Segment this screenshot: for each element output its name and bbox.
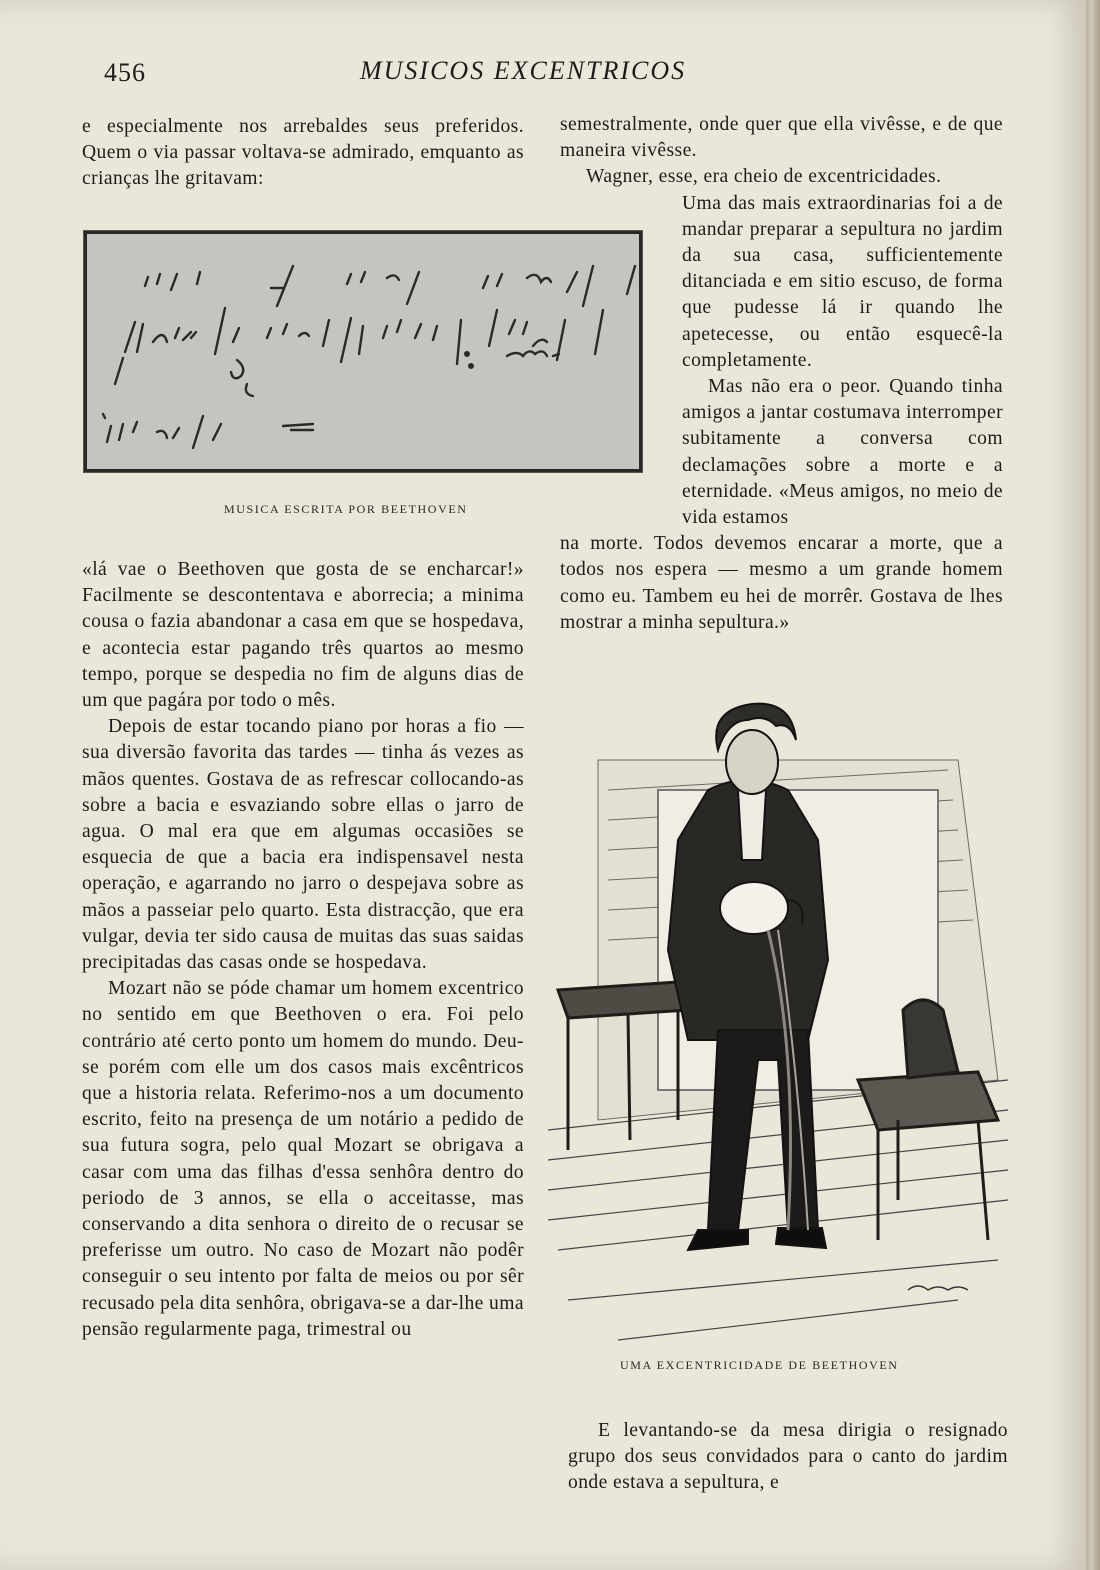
paragraph: Wagner, esse, era cheio de excentricidades. bbox=[586, 166, 942, 188]
beethoven-manuscript-figure bbox=[84, 231, 642, 472]
running-title: MUSICOS EXCENTRICOS bbox=[360, 56, 687, 85]
paragraph: na morte. Todos devemos encarar a morte, que a todos nos espera — mesmo a um grande homem como eu. Tambem eu hei de morrêr. Gostava de lhes mostrar a minha sepultura.» bbox=[560, 533, 1003, 633]
paragraph: Uma das mais extraordinarias foi a de mandar preparar a sepultura no jardim da sua casa, sufficientemente ditanciada e em sitio escuso, de forma que pudesse lá ir quando lhe apetecesse, ou então esquecê-la completamente. bbox=[682, 192, 1003, 371]
beethoven-illustration bbox=[538, 700, 1026, 1348]
left-column-top bbox=[82, 114, 524, 193]
page-edge bbox=[1086, 0, 1100, 1570]
left-column-body bbox=[82, 557, 524, 1343]
engraving-image bbox=[538, 700, 1026, 1348]
paragraph: e especialmente nos arrebaldes seus preferidos. Quem o via passar voltava-se admirado, emquanto as crianças lhe gritavam: bbox=[82, 116, 524, 190]
page-number: 456 bbox=[104, 58, 146, 87]
paragraph: «lá vae o Beethoven que gosta de se encharcar!» Facilmente se descontentava e aborrecia; a minima cousa o fazia abandonar a casa em que se hospedava, e acontecia estar pagando três quartos ao mesmo tempo, porque se despedia no fim de alguns dias de um que pagára por todo o mês. bbox=[82, 559, 524, 712]
right-column-top bbox=[560, 112, 1003, 636]
paragraph: semestralmente, onde quer que ella vivêsse, e de que maneira vivêsse. bbox=[560, 114, 1003, 162]
figure-caption: UMA EXCENTRICIDADE DE BEETHOVEN bbox=[620, 1358, 899, 1372]
paragraph: Depois de estar tocando piano por horas a fio — sua diversão favorita das tardes — tinha ás vezes as mãos quentes. Gostava de as refrescar collocando-as sobre a bacia e esvaziando sobre ellas o jarro de agua. O mal era que em algumas occasiões se esquecia de que a bacia era indispensavel nesta operação, e agarrando no jarro o despejava sobre as mãos a passeiar pelo quarto. Esta distracção, que era vulgar, devia ter sido causa de muitas das suas saidas precipitadas das casas onde se hospedava. bbox=[82, 716, 524, 974]
handwriting-image bbox=[87, 234, 639, 469]
figure-caption: MUSICA ESCRITA POR BEETHOVEN bbox=[224, 502, 468, 516]
right-column-bottom bbox=[568, 1418, 1008, 1497]
paragraph: Mas não era o peor. Quando tinha amigos a jantar costumava interromper subitamente a conversa com declamações sobre a morte e a eternidade. «Meus amigos, no meio de vida estamos bbox=[682, 376, 1003, 529]
paragraph: Mozart não se póde chamar um homem excentrico no sentido em que Beethoven o era. Foi pelo contrário até certo ponto um homem do mundo. Deu-se porém com elle um dos casos mais excêntricos que a historia relata. Referimo-nos a um documento escrito, feito na presença de um notário a pedido de sua futura sogra, pelo qual Mozart se obrigava a casar com uma das filhas d'essa senhôra dentro do periodo de 3 annos, se ella o acceitasse, mas conservando a dita senhora o direito de o recusar se preferisse um outro. No caso de Mozart não podêr conseguir o seu intento por falta de meios ou por sêr recusado pela dita senhôra, obrigava-se a dar-lhe uma pensão regularmente paga, trimestral ou bbox=[82, 978, 524, 1340]
paragraph: E levantando-se da mesa dirigia o resignado grupo dos seus convidados para o canto do jardim onde estava a sepultura, e bbox=[568, 1420, 1008, 1494]
